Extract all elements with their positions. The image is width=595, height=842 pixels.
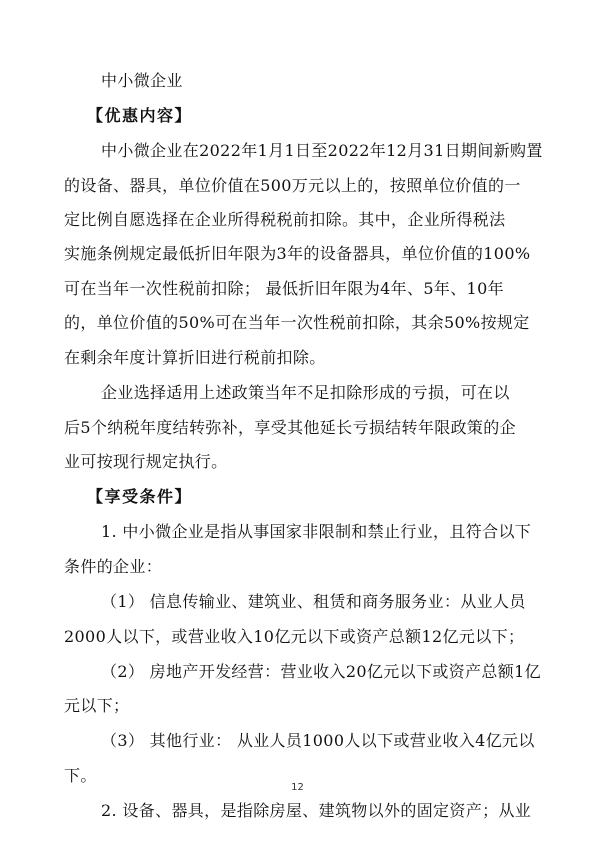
paragraph-line: （3） 其他行业： 从业人员1000人以下或营业收入4亿元以 bbox=[101, 731, 535, 750]
paragraph-line: 在剩余年度计算折旧进行税前扣除。 bbox=[64, 348, 326, 367]
paragraph-line: 1. 中小微企业是指从事国家非限制和禁止行业，且符合以下 bbox=[101, 522, 532, 541]
paragraph-line: 企业选择适用上述政策当年不足扣除形成的亏损，可在以 bbox=[101, 383, 510, 402]
section-heading-conditions: 【享受条件】 bbox=[87, 487, 193, 506]
paragraph-line: 实施条例规定最低折旧年限为3年的设备器具，单位价值的100% bbox=[64, 244, 531, 263]
paragraph-line: 下。 bbox=[64, 766, 97, 785]
paragraph-line: 元以下； bbox=[64, 696, 130, 715]
paragraph-line: 中小微企业在2022年1月1日至2022年12月31日期间新购置 bbox=[101, 141, 543, 160]
paragraph-line: 的，单位价值的50%可在当年一次性税前扣除，其余50%按规定 bbox=[64, 313, 530, 332]
paragraph-line: 2000人以下，或营业收入10亿元以下或资产总额12亿元以下； bbox=[64, 627, 525, 646]
paragraph-line: 可在当年一次性税前扣除； 最低折旧年限为4年、5年、10年 bbox=[64, 279, 504, 298]
category-title: 中小微企业 bbox=[101, 71, 183, 90]
paragraph-line: 2. 设备、器具，是指除房屋、建筑物以外的固定资产；从业 bbox=[101, 801, 532, 820]
paragraph-line: （2） 房地产开发经营：营业收入20亿元以下或资产总额1亿 bbox=[101, 662, 541, 681]
paragraph-line: 定比例自愿选择在企业所得税税前扣除。其中，企业所得税法 bbox=[64, 210, 506, 229]
paragraph-line: 后5个纳税年度结转弥补，享受其他延长亏损结转年限政策的企 bbox=[64, 418, 516, 437]
paragraph-line: 的设备、器具，单位价值在500万元以上的，按照单位价值的一 bbox=[64, 176, 521, 195]
paragraph-line: 条件的企业： bbox=[64, 557, 163, 576]
paragraph-line: （1） 信息传输业、建筑业、租赁和商务服务业：从业人员 bbox=[101, 592, 526, 611]
section-heading-benefits: 【优惠内容】 bbox=[87, 106, 193, 125]
paragraph-line: 业可按现行规定执行。 bbox=[64, 452, 228, 471]
page-number: 12 bbox=[291, 782, 304, 793]
